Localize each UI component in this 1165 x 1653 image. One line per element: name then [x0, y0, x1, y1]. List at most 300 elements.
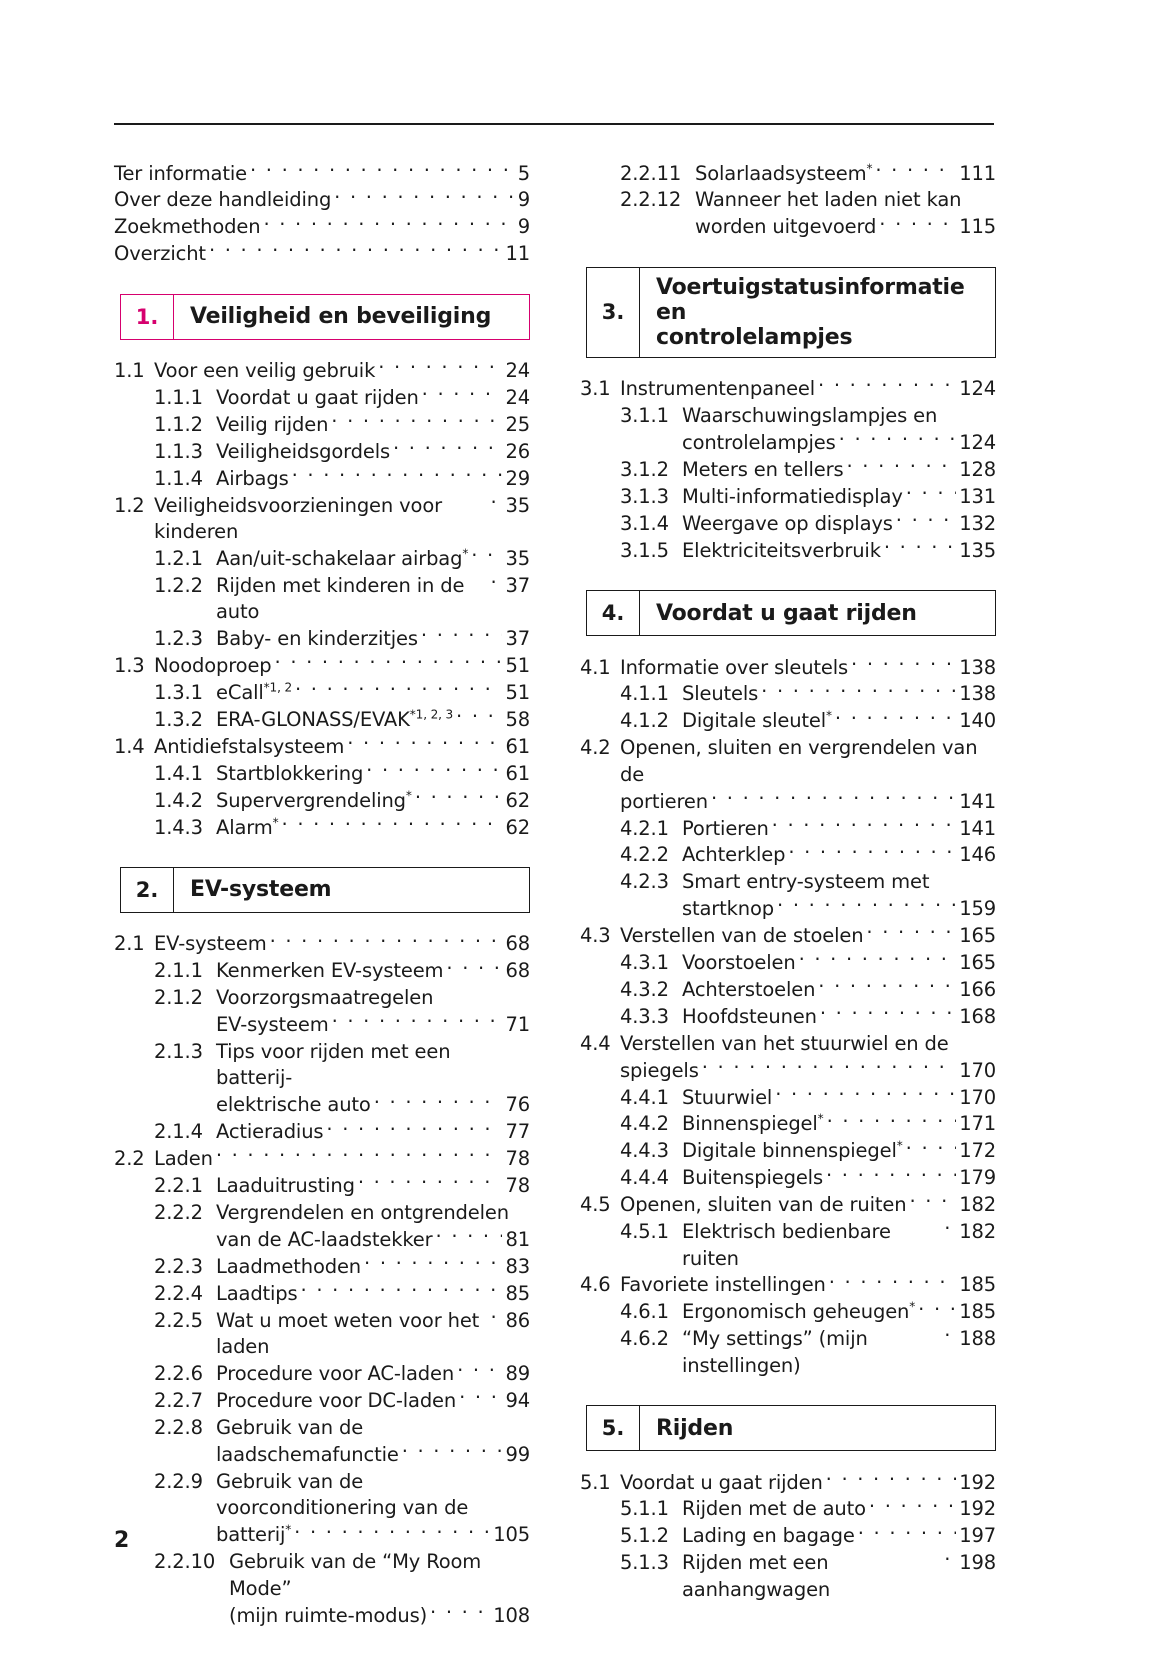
toc-entry-label: EV-systeem [216, 1013, 329, 1037]
chapter-title: EV-systeem [190, 877, 332, 903]
toc-entry[interactable] [580, 537, 996, 564]
leader-dots [282, 814, 503, 834]
leader-dots [818, 976, 956, 996]
toc-page-number: 105 [493, 1523, 530, 1547]
leader-dots [906, 483, 956, 503]
chapter-heading-box[interactable] [120, 294, 530, 340]
toc-entry-number: 2.2.9 [154, 1469, 203, 1493]
leader-dots [459, 1387, 502, 1407]
toc-entry[interactable] [580, 1165, 996, 1192]
toc-entry-label: Verstellen van het stuurwiel en de [620, 1031, 949, 1055]
leader-dots [826, 1469, 957, 1489]
leader-dots [879, 214, 956, 234]
toc-page-number: 182 [959, 1220, 996, 1244]
toc-entry-continuation[interactable] [114, 1495, 530, 1522]
toc-entry-number: 1.1.4 [154, 466, 203, 490]
toc-entry[interactable] [580, 1219, 996, 1272]
toc-entry-label: Laadmethoden [216, 1254, 362, 1278]
toc-entry-label: laadschemafunctie [216, 1442, 399, 1466]
footnote-marker: * [405, 788, 412, 803]
toc-entry[interactable] [114, 572, 530, 625]
toc-entry-label: “My settings” (mijn instellingen) [682, 1327, 868, 1377]
toc-columns [114, 160, 996, 1629]
chapter-number: 3. [587, 268, 640, 357]
leader-dots [332, 1012, 503, 1032]
toc-entry-continuation[interactable] [580, 896, 996, 923]
toc-entry-number: 1.4 [114, 734, 145, 758]
toc-entry[interactable] [114, 985, 530, 1012]
toc-entry[interactable] [114, 1253, 530, 1280]
toc-entry-number: 4.4.4 [620, 1166, 669, 1190]
toc-entry-number: 4.4 [580, 1031, 611, 1055]
leader-dots [378, 358, 502, 378]
toc-entry-number: 1.1.3 [154, 439, 203, 463]
toc-entry-number: 4.6.2 [620, 1327, 669, 1351]
toc-entry-label: Favoriete instellingen [620, 1273, 826, 1297]
toc-entry[interactable] [114, 492, 530, 545]
toc-entry-number: 1.3.2 [154, 707, 203, 731]
toc-entry-continuation[interactable] [114, 1441, 530, 1468]
toc-entry[interactable] [580, 1469, 996, 1496]
toc-entry[interactable] [580, 160, 996, 187]
toc-entry-number: 1.1 [114, 359, 145, 383]
leader-dots [820, 1003, 956, 1023]
toc-entry-number: 2.2 [114, 1147, 145, 1171]
toc-entry-number: 4.3.2 [620, 977, 669, 1001]
toc-entry-label: spiegels [620, 1058, 699, 1082]
chapter-title-lines [656, 275, 995, 350]
toc-entry-label: Vergrendelen en ontgrendelen [216, 1201, 509, 1224]
leader-dots [457, 1360, 502, 1380]
toc-entry-number: 3.1.2 [620, 457, 669, 481]
toc-page-number: 94 [505, 1388, 530, 1412]
chapter-heading-box[interactable] [586, 590, 996, 636]
toc-entry-label: Veiligheidsvoorzieningen voor kinderen [154, 493, 442, 544]
toc-entry-label: Overzicht [114, 242, 206, 266]
toc-entry-number: 4.1 [580, 655, 611, 679]
toc-entry[interactable] [580, 187, 996, 214]
toc-entry[interactable] [114, 1549, 530, 1602]
toc-entry-number: 4.5 [580, 1193, 611, 1217]
chapter-heading-box[interactable] [586, 1405, 996, 1451]
leader-dots [490, 1307, 502, 1327]
toc-page-number: 83 [505, 1254, 530, 1278]
toc-entry-label: Meters en tellers [682, 457, 844, 481]
chapter-title [640, 268, 995, 357]
toc-right-column [580, 160, 996, 1629]
toc-entry-number: 2.2.7 [154, 1388, 203, 1412]
toc-page-number: 165 [959, 951, 996, 975]
chapter-title: Rijden [656, 1415, 734, 1441]
toc-entry-number: 3.1.1 [620, 404, 669, 428]
leader-dots [292, 465, 503, 485]
toc-page-number: 172 [959, 1139, 996, 1163]
toc-page-number: 25 [505, 412, 530, 436]
leader-dots [866, 923, 956, 943]
toc-entry-number: 4.2.1 [620, 816, 669, 840]
toc-entry-number: 1.4.1 [154, 761, 203, 785]
toc-page-number: 62 [505, 788, 530, 812]
toc-entry-number: 1.2.3 [154, 627, 203, 651]
toc-entry[interactable] [114, 438, 530, 465]
toc-entry-label: Voorstoelen [682, 951, 796, 975]
toc-entry-label: batterij* [216, 1522, 292, 1547]
toc-entry-label: Gebruik van de [216, 1415, 364, 1439]
toc-page-number: 24 [505, 359, 530, 383]
toc-entry[interactable] [580, 1003, 996, 1030]
toc-entry[interactable] [114, 733, 530, 760]
chapter-number: 2. [121, 868, 174, 912]
toc-page-number: 81 [505, 1227, 530, 1251]
toc-page-number: 61 [505, 761, 530, 785]
toc-entry[interactable] [114, 1307, 530, 1360]
toc-entry-number: 3.1.5 [620, 538, 669, 562]
leader-dots [436, 1226, 503, 1246]
toc-entry[interactable] [580, 681, 996, 708]
chapter-title: Veiligheid en beveiliging [190, 304, 492, 330]
toc-entry[interactable] [114, 706, 530, 733]
leader-dots [436, 985, 527, 1005]
leader-dots [944, 1550, 956, 1570]
toc-entry[interactable] [114, 411, 530, 438]
toc-entry-number: 2.1.1 [154, 959, 203, 983]
leader-dots [896, 510, 956, 530]
toc-page-number: 146 [959, 843, 996, 867]
toc-entry-label: Portieren [682, 816, 769, 840]
toc-entry-label: Voorzorgsmaatregelen [216, 986, 434, 1010]
toc-entry-number: 4.6 [580, 1273, 611, 1297]
toc-page-number: 35 [505, 493, 530, 517]
toc-page-number: 26 [505, 439, 530, 463]
leader-dots [490, 572, 502, 592]
toc-front-matter-entry[interactable] [114, 241, 530, 268]
toc-entry-number: 2.2.6 [154, 1361, 203, 1385]
leader-dots [334, 187, 515, 207]
leader-dots [944, 1219, 956, 1239]
toc-entry[interactable] [580, 869, 996, 896]
toc-entry[interactable] [580, 923, 996, 950]
toc-entry[interactable] [114, 931, 530, 958]
toc-entry[interactable] [580, 1272, 996, 1299]
toc-page-number: 171 [959, 1112, 996, 1136]
toc-entry-label: Laaduitrusting [216, 1174, 355, 1198]
toc-entry-number: 2.1.3 [154, 1040, 203, 1064]
toc-entry-continuation[interactable] [580, 430, 996, 457]
toc-entry-number: 2.2.3 [154, 1254, 203, 1278]
toc-entry-label: Gebruik van de [216, 1469, 364, 1493]
leader-dots [918, 1299, 956, 1319]
toc-entry-number: 1.4.3 [154, 815, 203, 839]
toc-entry[interactable] [580, 1138, 996, 1165]
toc-entry[interactable] [580, 483, 996, 510]
toc-entry-label: Wat u moet weten voor het laden [216, 1308, 480, 1359]
toc-page-number: 141 [959, 816, 996, 840]
leader-dots [940, 403, 993, 423]
leader-dots [364, 1253, 502, 1273]
toc-entry-number: 2.2.11 [620, 161, 682, 185]
toc-entry[interactable] [580, 708, 996, 735]
toc-entry-label: Verstellen van de stoelen [620, 924, 864, 948]
chapter-number: 1. [121, 295, 174, 339]
toc-entry[interactable] [114, 1360, 530, 1387]
toc-entry[interactable] [114, 1468, 530, 1495]
toc-entry[interactable] [580, 735, 996, 788]
toc-page-number: 192 [959, 1497, 996, 1521]
toc-page-number: 85 [505, 1281, 530, 1305]
leader-dots [209, 241, 503, 261]
toc-page-number: 58 [505, 707, 530, 731]
toc-page-number: 192 [959, 1470, 996, 1494]
leader-dots [294, 1522, 490, 1542]
toc-entry[interactable] [114, 1119, 530, 1146]
toc-entry-label: Rijden met een aanhangwagen [682, 1551, 831, 1601]
toc-entry-label: startknop [682, 897, 775, 921]
footnote-marker: *1, 2, 3 [409, 707, 454, 722]
toc-page-number: 9 [517, 188, 530, 212]
toc-entry-label: Zoekmethoden [114, 215, 261, 239]
toc-entry-number: 2.1.4 [154, 1120, 203, 1144]
toc-entry[interactable] [580, 1326, 996, 1379]
toc-entry[interactable] [114, 1414, 530, 1441]
toc-entry-number: 1.1.2 [154, 412, 203, 436]
toc-entry[interactable] [580, 815, 996, 842]
toc-entry-label: Sleutels [682, 682, 759, 706]
leader-dots [366, 1468, 527, 1488]
toc-entry[interactable] [114, 1146, 530, 1173]
toc-entry-number: 4.6.1 [620, 1300, 669, 1324]
leader-dots [906, 1138, 957, 1158]
toc-entry-label: Stuurwiel [682, 1085, 773, 1109]
toc-page-number: 135 [959, 538, 996, 562]
chapter-title-line2: controlelampjes [656, 324, 853, 350]
toc-entry[interactable] [114, 545, 530, 572]
toc-entry[interactable] [114, 385, 530, 412]
toc-page-number: 9 [517, 215, 530, 239]
toc-page-number: 159 [959, 897, 996, 921]
toc-entry[interactable] [580, 456, 996, 483]
leader-dots [366, 1414, 527, 1434]
toc-entry-label: portieren [620, 789, 708, 813]
leader-dots [270, 931, 503, 951]
footnote-marker: * [896, 1138, 903, 1153]
toc-entry-number: 4.3.3 [620, 1004, 669, 1028]
leader-dots [515, 1039, 527, 1059]
leader-dots [374, 1092, 503, 1112]
leader-dots [839, 430, 957, 450]
toc-entry[interactable] [580, 1523, 996, 1550]
toc-entry[interactable] [114, 1173, 530, 1200]
toc-entry-number: 2.2.2 [154, 1201, 203, 1224]
toc-page-number: 108 [493, 1603, 530, 1627]
leader-dots [909, 1192, 956, 1212]
toc-entry[interactable] [580, 1192, 996, 1219]
toc-entry-label: Kenmerken EV-systeem [216, 959, 444, 983]
toc-entry-continuation[interactable] [114, 1226, 530, 1253]
toc-page-number: 111 [959, 161, 996, 185]
toc-page-number: 138 [959, 682, 996, 706]
toc-entry[interactable] [580, 1111, 996, 1138]
toc-entry-continuation[interactable] [114, 1012, 530, 1039]
footnote-marker: * [285, 1522, 292, 1537]
toc-entry-number: 3.1 [580, 377, 611, 401]
toc-entry[interactable] [580, 1299, 996, 1326]
toc-front-matter-entry[interactable] [114, 160, 530, 187]
toc-page-number: 197 [959, 1524, 996, 1548]
toc-page-number: 99 [505, 1442, 530, 1466]
toc-entry[interactable] [114, 958, 530, 985]
leader-dots [326, 1119, 502, 1139]
toc-entry-label: Solarlaadsysteem* [695, 161, 873, 185]
chapter-entry-list [114, 931, 530, 1629]
toc-entry-label: elektrische auto [216, 1093, 371, 1117]
toc-entry[interactable] [114, 1280, 530, 1307]
leader-dots [275, 653, 503, 673]
toc-page-number: 37 [505, 627, 530, 651]
toc-page-number: 71 [505, 1013, 530, 1037]
toc-entry-number: 1.2.1 [154, 546, 203, 570]
toc-entry-label: Procedure voor AC-laden [216, 1361, 455, 1385]
toc-entry-label: Gebruik van de “My Room Mode” [229, 1550, 482, 1600]
footnote-marker: * [817, 1111, 824, 1126]
toc-page-number: 11 [505, 242, 530, 266]
leader-dots [847, 456, 957, 476]
toc-page-number: 89 [505, 1361, 530, 1385]
toc-page-number: 170 [959, 1058, 996, 1082]
toc-page-number: 168 [959, 1004, 996, 1028]
toc-entry-label: Over deze handleiding [114, 188, 332, 212]
toc-entry[interactable] [580, 1496, 996, 1523]
toc-entry-label: worden uitgevoerd [695, 215, 877, 239]
toc-entry[interactable] [114, 358, 530, 385]
toc-entry-number: 3.1.3 [620, 484, 669, 508]
leader-dots [415, 787, 503, 807]
toc-entry[interactable] [580, 1030, 996, 1057]
toc-entry-continuation[interactable] [114, 1602, 530, 1629]
toc-entry[interactable] [580, 376, 996, 403]
leader-dots [981, 735, 993, 755]
toc-entry[interactable] [580, 842, 996, 869]
toc-entry-number: 5.1.3 [620, 1551, 669, 1575]
toc-entry-continuation[interactable] [580, 214, 996, 241]
toc-front-matter-entry[interactable] [114, 214, 530, 241]
toc-entry[interactable] [114, 465, 530, 492]
leader-dots [490, 492, 502, 512]
toc-entry[interactable] [580, 403, 996, 430]
leader-dots [393, 438, 502, 458]
chapter-heading-box[interactable] [586, 267, 996, 358]
toc-entry[interactable] [580, 950, 996, 977]
toc-entry-number: 5.1 [580, 1470, 611, 1494]
toc-entry[interactable] [580, 510, 996, 537]
chapter-entry-list [114, 358, 530, 841]
chapter-heading-box[interactable] [120, 867, 530, 913]
toc-entry[interactable] [114, 680, 530, 707]
toc-entry-label: Actieradius [216, 1120, 324, 1144]
toc-entry-continuation[interactable] [580, 788, 996, 815]
leader-dots [515, 1549, 527, 1569]
toc-entry-label: Informatie over sleutels [620, 655, 849, 679]
toc-entry[interactable] [114, 626, 530, 653]
toc-entry-continuation[interactable] [114, 1522, 530, 1549]
leader-dots [456, 706, 502, 726]
footnote-marker: *1, 2 [263, 680, 292, 695]
toc-page-number: 166 [959, 977, 996, 1001]
toc-entry-label: Elektriciteitsverbruik [682, 538, 881, 562]
leader-dots [761, 681, 956, 701]
leader-dots [295, 680, 502, 700]
toc-page-number: 124 [959, 377, 996, 401]
toc-entry-label: Antidiefstalsysteem [154, 734, 345, 758]
toc-entry-label: Lading en bagage [682, 1524, 855, 1548]
toc-entry-continuation[interactable] [580, 1057, 996, 1084]
toc-entry-number: 2.2.10 [154, 1550, 216, 1574]
leader-dots [216, 1146, 503, 1166]
toc-entry[interactable] [114, 814, 530, 841]
chapter-number: 5. [587, 1406, 640, 1450]
leader-dots [827, 1111, 957, 1131]
toc-page-number: 170 [959, 1085, 996, 1109]
toc-entry-label: Supervergrendeling* [216, 788, 412, 812]
toc-page-number: 51 [505, 654, 530, 678]
toc-entry-label: Voordat u gaat rijden [620, 1470, 823, 1494]
leader-dots [818, 376, 956, 396]
toc-entry[interactable] [114, 653, 530, 680]
footnote-marker: * [909, 1299, 916, 1314]
toc-entry-label: Hoofdsteunen [682, 1004, 817, 1028]
leader-dots [964, 187, 993, 207]
toc-entry-label: van de AC-laadstekker [216, 1227, 433, 1251]
leader-dots [422, 385, 503, 405]
toc-entry-label: Noodoproep [154, 654, 272, 678]
toc-entry-number: 4.4.1 [620, 1085, 669, 1109]
leader-dots [421, 626, 503, 646]
chapter-title-line1: Voertuigstatusinformatie en [656, 274, 965, 325]
leader-dots [402, 1441, 503, 1461]
leader-dots [471, 545, 502, 565]
toc-entry[interactable] [114, 1387, 530, 1414]
toc-entry[interactable] [580, 654, 996, 681]
toc-entry[interactable] [114, 1200, 530, 1227]
toc-entry[interactable] [580, 976, 996, 1003]
leader-dots [884, 537, 956, 557]
toc-page-number: 132 [959, 511, 996, 535]
toc-entry[interactable] [580, 1550, 996, 1603]
toc-entry-number: 2.2.4 [154, 1281, 203, 1305]
toc-front-matter-entry[interactable] [114, 187, 530, 214]
toc-entry[interactable] [114, 760, 530, 787]
toc-entry[interactable] [114, 1039, 530, 1092]
toc-entry-label: Waarschuwingslampjes en [682, 404, 938, 428]
toc-page-number: 185 [959, 1300, 996, 1324]
toc-page-number: 24 [505, 386, 530, 410]
chapter-title: Voordat u gaat rijden [656, 600, 917, 626]
chapter-entry-list [580, 654, 996, 1379]
toc-page-number: 35 [505, 546, 530, 570]
toc-entry-number: 2.1.2 [154, 986, 203, 1010]
toc-entry-continuation[interactable] [114, 1092, 530, 1119]
leader-dots [358, 1173, 503, 1193]
toc-entry-label: Rijden met de auto [682, 1497, 866, 1521]
toc-entry[interactable] [580, 1084, 996, 1111]
toc-entry-label: voorconditionering van de [216, 1496, 469, 1520]
toc-entry-number: 4.2 [580, 736, 611, 760]
leader-dots [944, 1326, 956, 1346]
toc-entry-label: Multi-informatiedisplay [682, 484, 903, 508]
toc-entry-label: Procedure voor DC-laden [216, 1388, 457, 1412]
footnote-marker: * [272, 815, 279, 830]
toc-entry[interactable] [114, 787, 530, 814]
toc-entry-label: Instrumentenpaneel [620, 377, 816, 401]
